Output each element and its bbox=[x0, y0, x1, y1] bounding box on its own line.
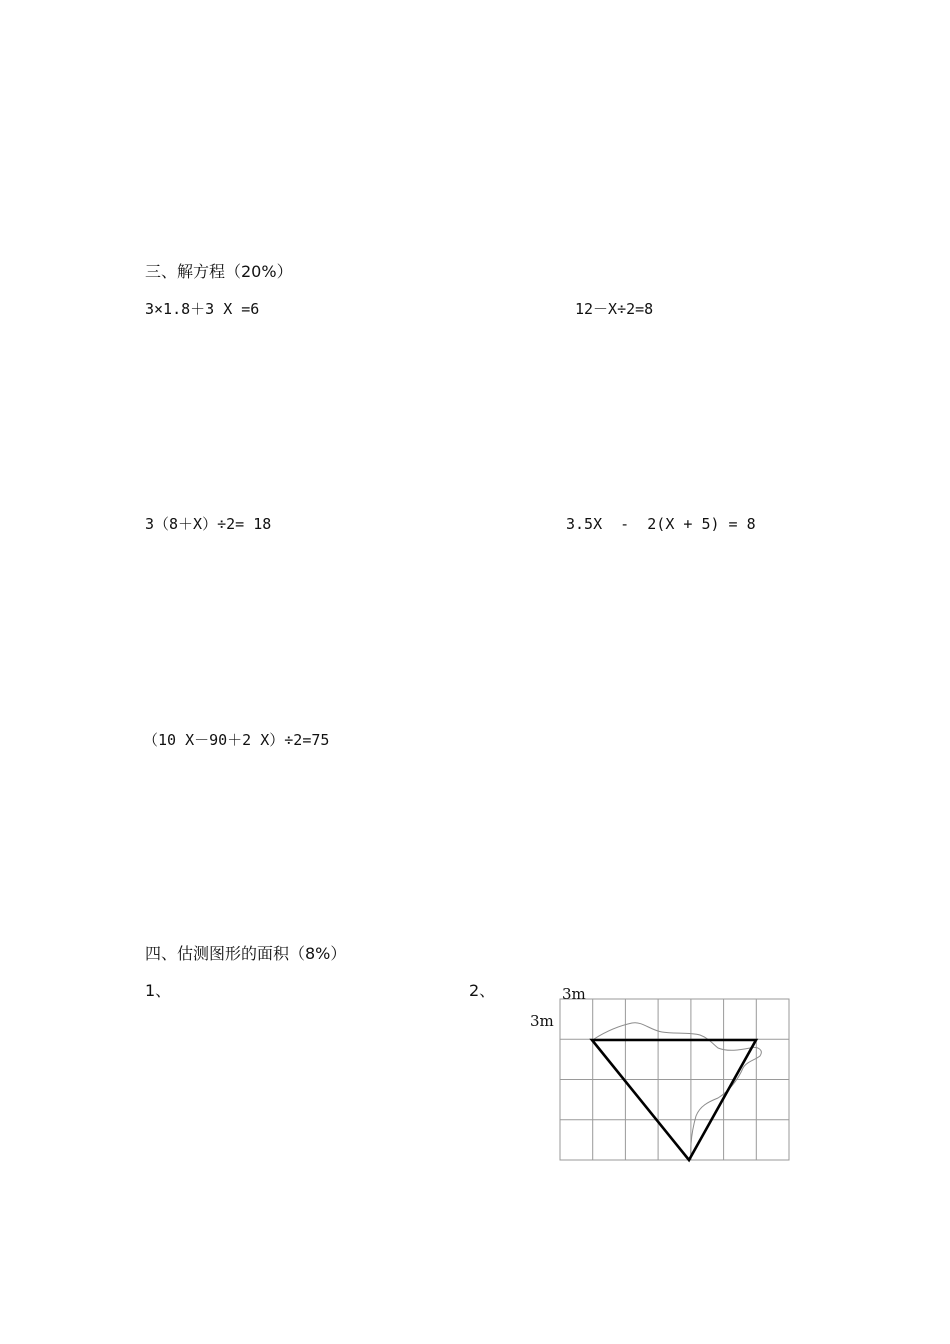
section-3-heading: 三、解方程（20%） bbox=[145, 262, 293, 281]
equation-3: 3（8＋X）÷2= 18 bbox=[145, 515, 272, 533]
triangle bbox=[592, 1040, 756, 1160]
equation-4: 3.5X - 2(X + 5) = 8 bbox=[566, 515, 756, 533]
dimension-label-top: 3m bbox=[562, 985, 586, 1003]
section-4-heading: 四、估测图形的面积（8%） bbox=[145, 944, 347, 963]
question-1-label: 1、 bbox=[145, 981, 172, 1000]
area-estimation-figure bbox=[550, 990, 800, 1170]
irregular-shape-outline bbox=[594, 1023, 761, 1160]
equation-2: 12－X÷2=8 bbox=[575, 300, 654, 318]
equation-1: 3×1.8＋3 X =6 bbox=[145, 300, 260, 318]
dimension-label-left: 3m bbox=[530, 1012, 554, 1030]
grid bbox=[560, 999, 789, 1160]
equation-5: （10 X－90＋2 X）÷2=75 bbox=[143, 731, 330, 749]
question-2-label: 2、 bbox=[469, 981, 496, 1000]
